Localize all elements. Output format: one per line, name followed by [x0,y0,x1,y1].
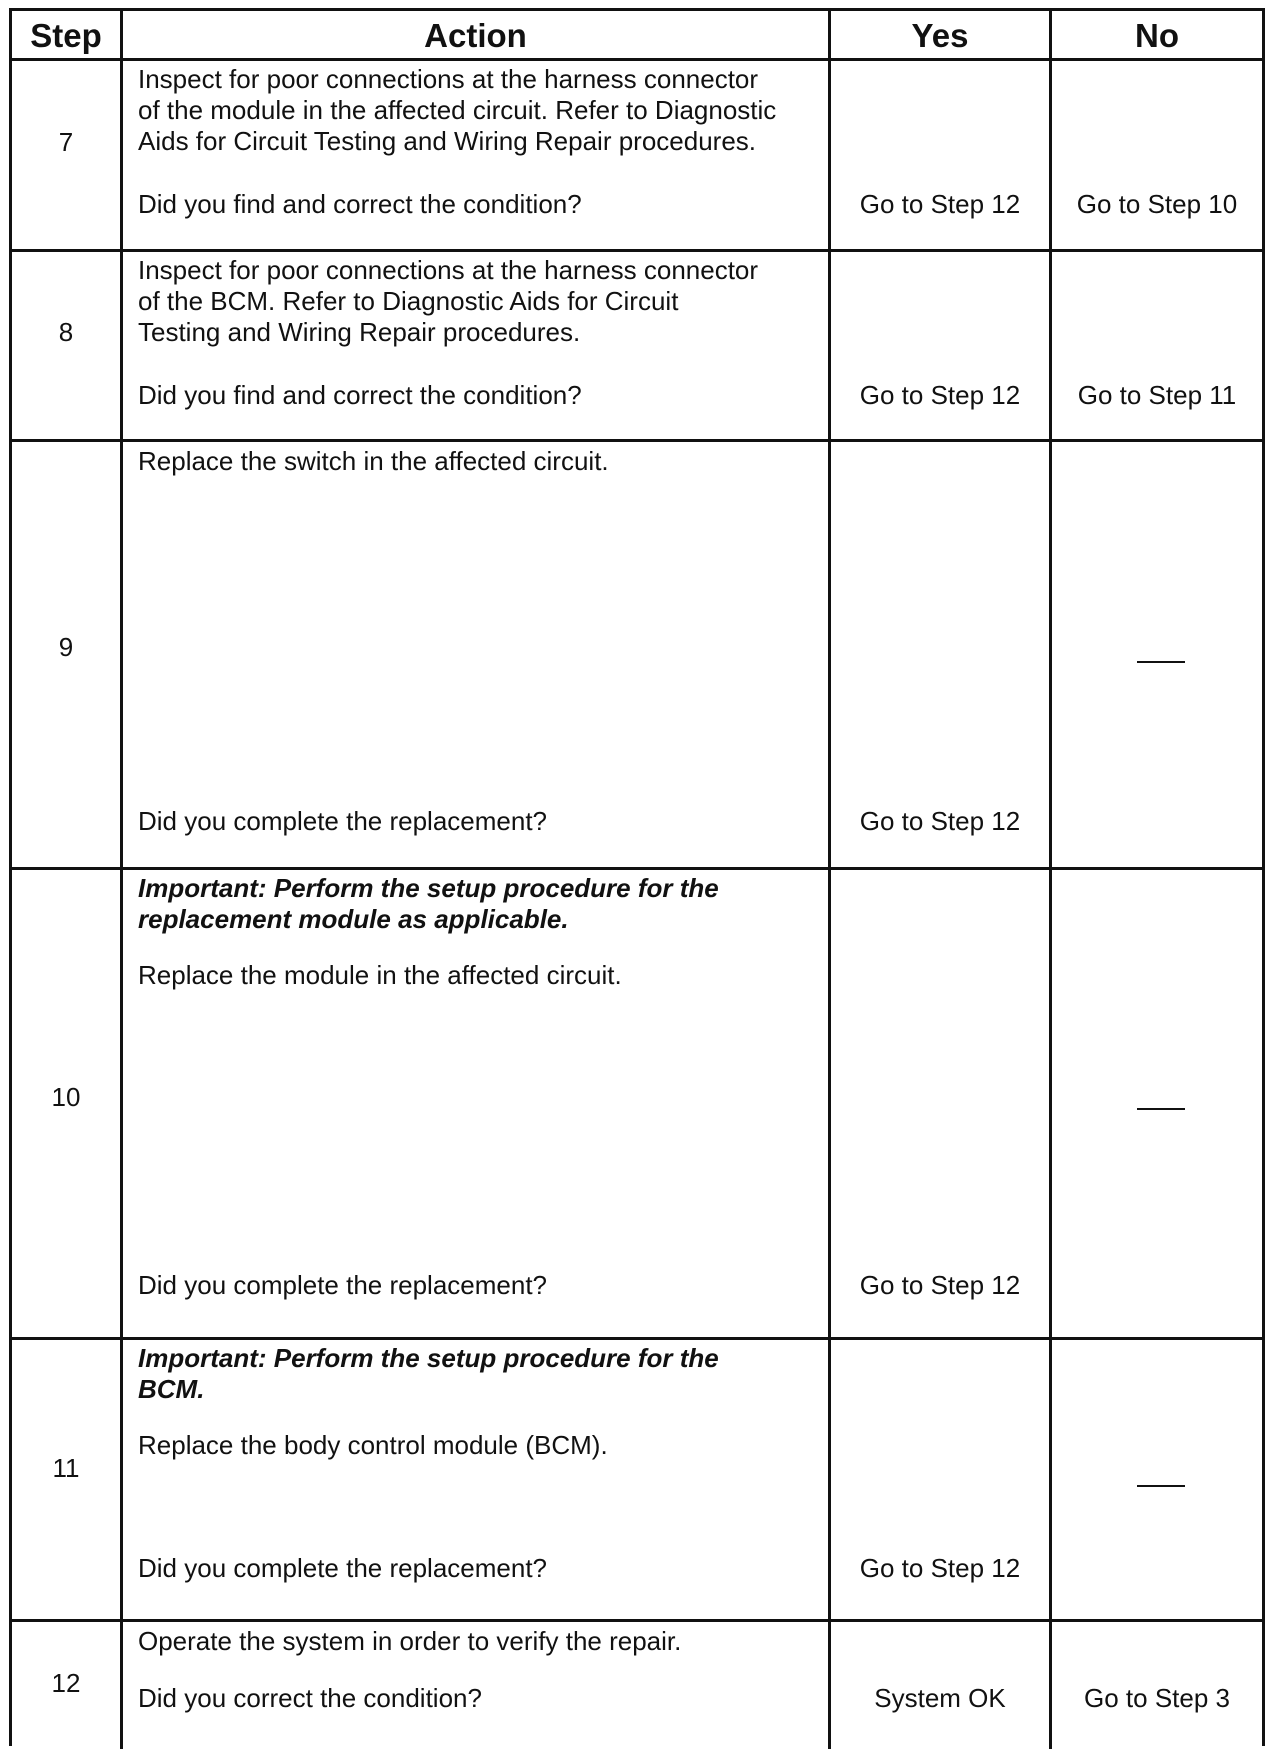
step-cell [12,61,123,249]
step-cell [12,1340,123,1619]
header-step: Step [30,17,102,54]
no-cell [1052,61,1262,249]
action-text: Replace the module in the affected circuit. [138,960,622,990]
action-text: Inspect for poor connections at the harness connector of the module in the affected circuit. Refer to Diagnostic Aids for Circuit Testing and Wiring Repair procedures. [138,64,777,156]
yes-result: Go to Step 12 [859,1553,1021,1583]
yes-cell [831,1622,1052,1749]
step-number: 11 [52,1453,80,1483]
header-row [12,11,1262,61]
action-question: Did you complete the replacement? [138,806,548,836]
no-dash [1137,661,1185,663]
step-cell [12,442,123,867]
header-action-cell [123,11,831,58]
action-cell [123,252,831,439]
no-cell [1052,1340,1262,1619]
header-step-cell [12,11,123,58]
step-cell [12,870,123,1337]
step-number: 8 [58,317,74,347]
yes-cell [831,61,1052,249]
action-cell [123,61,831,249]
action-question: Did you find and correct the condition? [138,380,582,410]
yes-result: Go to Step 12 [859,189,1021,219]
no-result: Go to Step 3 [1084,1683,1230,1713]
step-number: 12 [51,1668,81,1698]
no-cell [1052,1622,1262,1749]
yes-cell [831,1340,1052,1619]
diagnostic-table [9,8,1265,1746]
step-number: 10 [51,1082,81,1112]
step-number: 7 [58,127,74,157]
header-action: Action [424,17,527,54]
action-text: Operate the system in order to verify the repair. [138,1626,682,1656]
step-number: 9 [58,632,74,662]
table-row-step-9 [12,442,1262,870]
important-note: Important: Perform the setup procedure for the BCM. [138,1343,719,1404]
step-cell [12,1622,123,1749]
table-row-step-7 [12,61,1262,252]
yes-cell [831,442,1052,867]
no-cell [1052,442,1262,867]
action-question: Did you complete the replacement? [138,1553,548,1583]
header-yes: Yes [911,17,969,54]
no-dash [1137,1485,1185,1487]
action-cell [123,1340,831,1619]
yes-result: System OK [874,1683,1006,1713]
table-row-step-11 [12,1340,1262,1622]
yes-cell [831,252,1052,439]
step-cell [12,252,123,439]
action-text: Replace the switch in the affected circuit. [138,446,609,476]
action-question: Did you complete the replacement? [138,1270,548,1300]
action-question: Did you find and correct the condition? [138,189,582,219]
table-row-step-8 [12,252,1262,442]
action-text: Replace the body control module (BCM). [138,1430,608,1460]
action-text: Inspect for poor connections at the harness connector of the BCM. Refer to Diagnostic Aids for Circuit Testing and Wiring Repair procedures. [138,255,759,347]
header-yes-cell [831,11,1052,58]
yes-result: Go to Step 12 [859,806,1021,836]
table-row-step-10 [12,870,1262,1340]
no-result: Go to Step 10 [1076,189,1238,219]
no-cell [1052,870,1262,1337]
yes-result: Go to Step 12 [859,1270,1021,1300]
important-note: Important: Perform the setup procedure for the replacement module as applicable. [138,873,719,934]
header-no-cell [1052,11,1262,58]
yes-result: Go to Step 12 [859,380,1021,410]
no-dash [1137,1108,1185,1110]
table-row-step-12 [12,1622,1262,1749]
header-no: No [1135,17,1179,54]
action-cell [123,442,831,867]
action-question: Did you correct the condition? [138,1683,482,1713]
yes-cell [831,870,1052,1337]
no-result: Go to Step 11 [1077,380,1237,410]
action-cell [123,870,831,1337]
no-cell [1052,252,1262,439]
action-cell [123,1622,831,1749]
